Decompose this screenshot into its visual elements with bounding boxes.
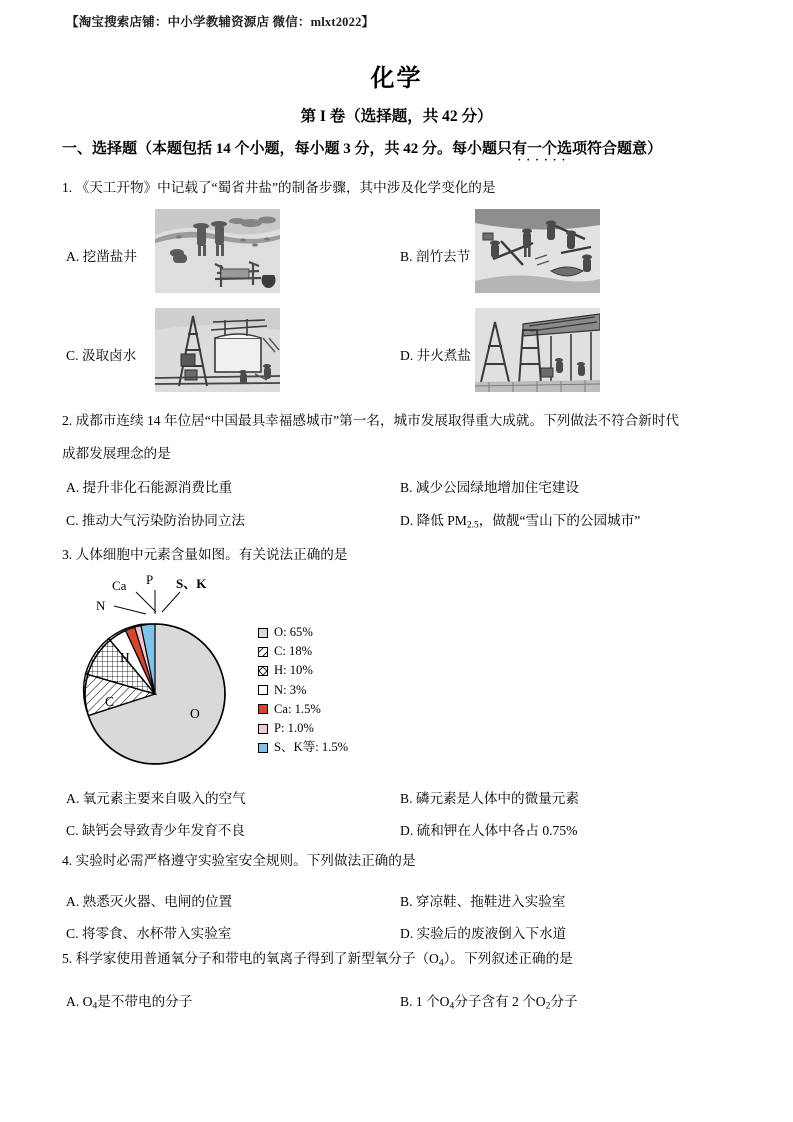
question-5-text-pre: 科学家使用普通氧分子和带电的氧离子得到了新型氧分子（O	[75, 951, 439, 966]
option-b-key: B.	[400, 994, 413, 1009]
option-a-label: 熟悉灭火器、电闸的位置	[82, 894, 233, 909]
legend-item-c	[258, 642, 348, 661]
legend-swatch-o	[258, 628, 268, 638]
brine-drawing-illustration	[155, 308, 280, 392]
question-3-number: 3.	[62, 547, 73, 562]
legend-item-ca	[258, 700, 348, 719]
question-2-option-b[interactable]	[400, 476, 579, 496]
option-a-label: 挖凿盐井	[82, 249, 137, 264]
pie-label-n: N	[96, 598, 106, 613]
legend-item-h	[258, 661, 348, 680]
option-c-key: C.	[66, 348, 79, 363]
option-b-label: 穿凉鞋、拖鞋进入实验室	[415, 894, 566, 909]
pie-chart-legend	[258, 623, 348, 757]
bamboo-splitting-illustration	[475, 209, 600, 293]
option-a-key: A.	[66, 791, 80, 806]
question-5-option-b[interactable]	[400, 990, 578, 1012]
salt-well-digging-illustration	[155, 209, 280, 293]
option-a-key: A.	[66, 894, 80, 909]
question-5-text-post: ）。下列叙述正确的是	[443, 951, 573, 966]
option-c-label: 缺钙会导致青少年发育不良	[81, 823, 245, 838]
option-b-key: B.	[400, 791, 413, 806]
option-b-subscript-1: 4	[449, 1001, 455, 1012]
legend-swatch-ca	[258, 704, 268, 714]
question-4-number: 4.	[62, 853, 73, 868]
pie-label-ca: Ca	[112, 578, 127, 593]
option-c-key: C.	[66, 513, 79, 528]
option-c-label: 汲取卤水	[81, 348, 137, 363]
question-2-option-a[interactable]	[66, 476, 232, 496]
question-5-stem	[62, 948, 573, 971]
question-2-stem-line2: 成都发展理念的是	[62, 446, 171, 461]
question-2-option-d[interactable]	[400, 509, 640, 531]
legend-label-n: N: 3%	[274, 682, 307, 697]
question-1-number: 1.	[62, 180, 73, 195]
question-1-option-a[interactable]	[66, 245, 137, 265]
pie-inner-label-c: C	[105, 694, 115, 709]
question-4-stem	[62, 850, 415, 871]
question-4-option-d[interactable]	[400, 922, 566, 942]
legend-swatch-n	[258, 685, 268, 695]
option-b-label: 磷元素是人体中的微量元素	[415, 791, 579, 806]
question-5-number: 5.	[62, 951, 73, 966]
legend-label-o: O: 65%	[274, 625, 313, 639]
option-b-label: 1 个$O_4$分子含有 2 个$O_2$分子	[415, 994, 578, 1012]
option-d-label: 硫和钾在人体中各占 0.75%	[416, 823, 578, 838]
question-1-text: 《天工开物》中记载了“蜀省井盐”的制备步骤，其中涉及化学变化的是	[75, 180, 496, 195]
legend-item-n	[258, 681, 348, 700]
option-d-label-pre: 降低 PM	[416, 513, 467, 528]
question-2-number: 2.	[62, 413, 73, 428]
option-c-key: C.	[66, 926, 79, 941]
legend-label-h: H: 10%	[274, 663, 313, 678]
question-3-stem	[62, 544, 347, 565]
option-d-label: 井火煮盐	[416, 348, 471, 363]
volume-title: 第 I 卷（选择题，共 42 分）	[300, 108, 493, 125]
option-d-label-post: ，做靓“雪山下的公园城市”	[478, 513, 641, 528]
salt-boiling-illustration	[475, 308, 600, 392]
option-d-label: 实验后的废液倒入下水道	[416, 926, 567, 941]
question-5-option-a[interactable]	[66, 990, 192, 1012]
legend-swatch-p	[258, 724, 268, 734]
shop-watermark-header: 【淘宝搜索店铺：中小学教辅资源店 微信：mlxt2022】	[66, 15, 375, 29]
option-a-label: 提升非化石能源消费比重	[82, 480, 233, 495]
option-c-label: 推动大气污染防治协同立法	[81, 513, 245, 528]
question-1-option-b[interactable]	[400, 245, 470, 265]
option-a-label: 氧元素主要来自吸入的空气	[82, 791, 246, 806]
question-5-text-subscript: 4	[438, 958, 444, 969]
pie-inner-label-h: H	[120, 650, 130, 665]
option-a-subscript: 4	[92, 1001, 98, 1012]
option-d-key: D.	[400, 926, 414, 941]
legend-swatch-h	[258, 666, 268, 676]
section-heading	[62, 137, 662, 158]
section-heading-emphasis: 只有一个选项 · · ·	[497, 141, 587, 157]
question-2-option-c[interactable]	[66, 509, 245, 529]
question-2-text-line1: 成都市连续 14 年位居“中国最具幸福感城市”第一名，城市发展取得重大成就。下列做法不符合新时代	[75, 413, 680, 428]
legend-item-o	[258, 623, 348, 642]
legend-swatch-c	[258, 647, 268, 657]
option-b-key: B.	[400, 249, 413, 264]
pie-label-p: P	[146, 572, 154, 587]
option-c-label: 将零食、水杯带入实验室	[81, 926, 232, 941]
pie-inner-label-o: O	[190, 706, 200, 721]
legend-label-p: P: 1.0%	[274, 720, 314, 735]
legend-label-ca: Ca: 1.5%	[274, 701, 321, 716]
question-4-text: 实验时必需严格遵守实验室安全规则。下列做法正确的是	[75, 853, 416, 868]
option-c-key: C.	[66, 823, 79, 838]
legend-label-c: C: 18%	[274, 644, 313, 659]
question-2-stem-line1	[62, 410, 679, 431]
option-a-label: $O_4$是不带电的分子	[82, 994, 193, 1012]
question-1-option-c[interactable]	[66, 344, 136, 364]
question-3-option-d[interactable]	[400, 819, 577, 839]
question-4-option-c[interactable]	[66, 922, 231, 942]
legend-label-sk: S、K等: 1.5%	[274, 740, 349, 755]
option-b-label: 剖竹去节	[415, 249, 471, 264]
option-b-label: 减少公园绿地增加住宅建设	[415, 480, 579, 495]
pie-label-sk: S、K	[176, 576, 207, 591]
pie-chart-svg	[72, 566, 262, 781]
question-3-option-b[interactable]	[400, 787, 579, 807]
option-d-key: D.	[400, 823, 414, 838]
option-b-subscript-2: 2	[545, 1001, 551, 1012]
section-heading-suffix: 符合题意）	[587, 141, 663, 157]
legend-swatch-sk	[258, 743, 268, 753]
pie-callout-lines	[114, 590, 180, 614]
option-b-key: B.	[400, 480, 413, 495]
question-4-option-a[interactable]	[66, 890, 232, 910]
question-3-option-c[interactable]	[66, 819, 245, 839]
question-3-option-a[interactable]	[66, 787, 246, 807]
legend-item-sk	[258, 738, 348, 757]
option-d-label-subscript: 2.5	[466, 520, 479, 531]
option-a-key: A.	[66, 480, 80, 495]
element-composition-pie-chart	[72, 566, 382, 781]
option-b-key: B.	[400, 894, 413, 909]
option-d-key: D.	[400, 348, 414, 363]
option-d-key: D.	[400, 513, 414, 528]
legend-item-p	[258, 719, 348, 738]
question-3-text: 人体细胞中元素含量如图。有关说法正确的是	[75, 547, 348, 562]
question-1-stem	[62, 177, 496, 198]
section-heading-prefix: 一、选择题（本题包括 14 个小题，每小题 3 分，共 42 分。每小题	[62, 141, 498, 157]
page-title: 化学	[370, 66, 423, 92]
question-4-option-b[interactable]	[400, 890, 565, 910]
question-1-option-d[interactable]	[400, 344, 471, 364]
option-a-key: A.	[66, 249, 80, 264]
option-a-key: A.	[66, 994, 80, 1009]
